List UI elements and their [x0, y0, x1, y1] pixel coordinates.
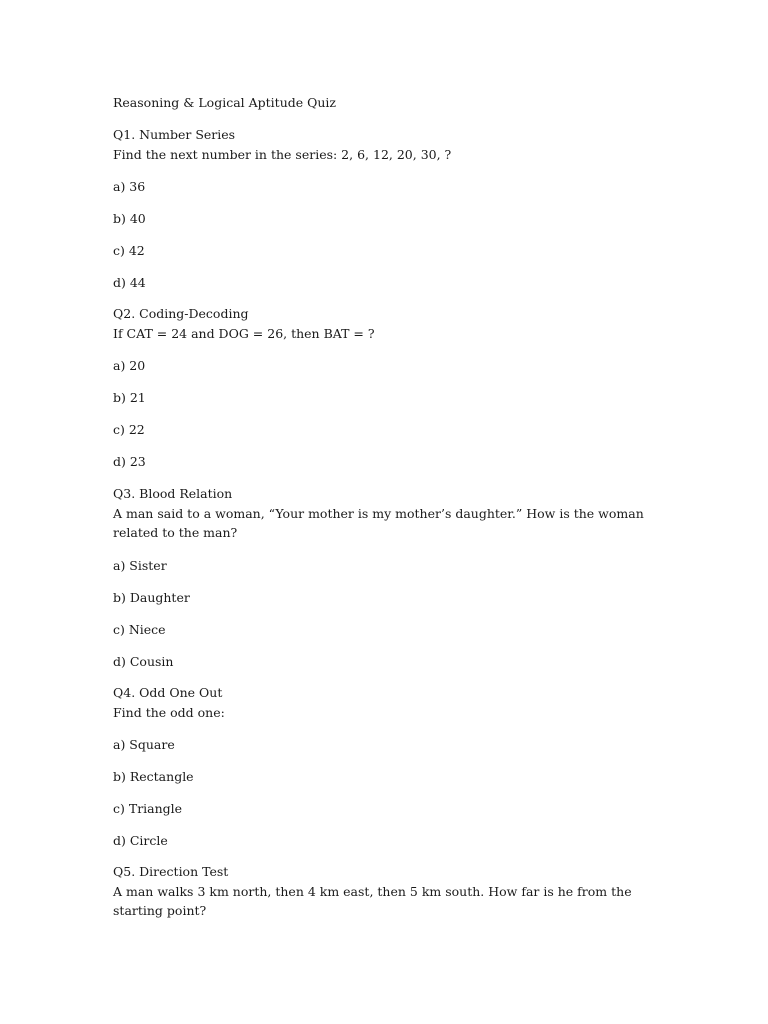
question-5	[113, 862, 673, 921]
question-4	[113, 683, 673, 863]
option-a: a) Sister	[113, 557, 167, 573]
option-c: c) 42	[113, 243, 145, 258]
question-text: If CAT = 24 and DOG = 26, then BAT = ?	[113, 325, 375, 341]
document-title: Reasoning & Logical Aptitude Quiz	[113, 95, 337, 110]
option-d: d) Circle	[113, 833, 168, 848]
option-b: b) 21	[113, 390, 146, 405]
question-heading: Q3. Blood Relation	[113, 486, 233, 501]
question-text: Find the next number in the series: 2, 6, 12, 20, 30, ?	[113, 146, 452, 162]
option-a: a) 20	[113, 358, 146, 373]
question-3	[113, 484, 673, 684]
option-b: b) Daughter	[113, 589, 190, 605]
question-heading: Q2. Coding-Decoding	[113, 306, 249, 321]
question-heading: Q1. Number Series	[113, 127, 236, 142]
question-text: A man said to a woman, “Your mother is my mother’s daughter.” How is the woman related to the man?	[113, 505, 644, 540]
question-heading: Q5. Direction Test	[113, 864, 229, 879]
option-a: a) 36	[113, 179, 146, 194]
option-b: b) Rectangle	[113, 769, 194, 784]
option-d: d) 23	[113, 454, 146, 469]
options-list	[113, 735, 673, 850]
option-a: a) Square	[113, 737, 175, 752]
option-c: c) Triangle	[113, 801, 183, 816]
question-heading: Q4. Odd One Out	[113, 685, 223, 700]
question-2	[113, 304, 673, 484]
options-list	[113, 556, 673, 671]
option-d: d) 44	[113, 275, 146, 290]
option-c: c) 22	[113, 422, 145, 437]
question-text: A man walks 3 km north, then 4 km east, then 5 km south. How far is he from the starting point?	[113, 883, 632, 918]
question-1	[113, 125, 673, 305]
options-list	[113, 356, 673, 471]
option-d: d) Cousin	[113, 653, 174, 669]
option-c: c) Niece	[113, 621, 166, 637]
question-text: Find the odd one:	[113, 704, 225, 720]
option-b: b) 40	[113, 211, 146, 226]
options-list	[113, 177, 673, 292]
